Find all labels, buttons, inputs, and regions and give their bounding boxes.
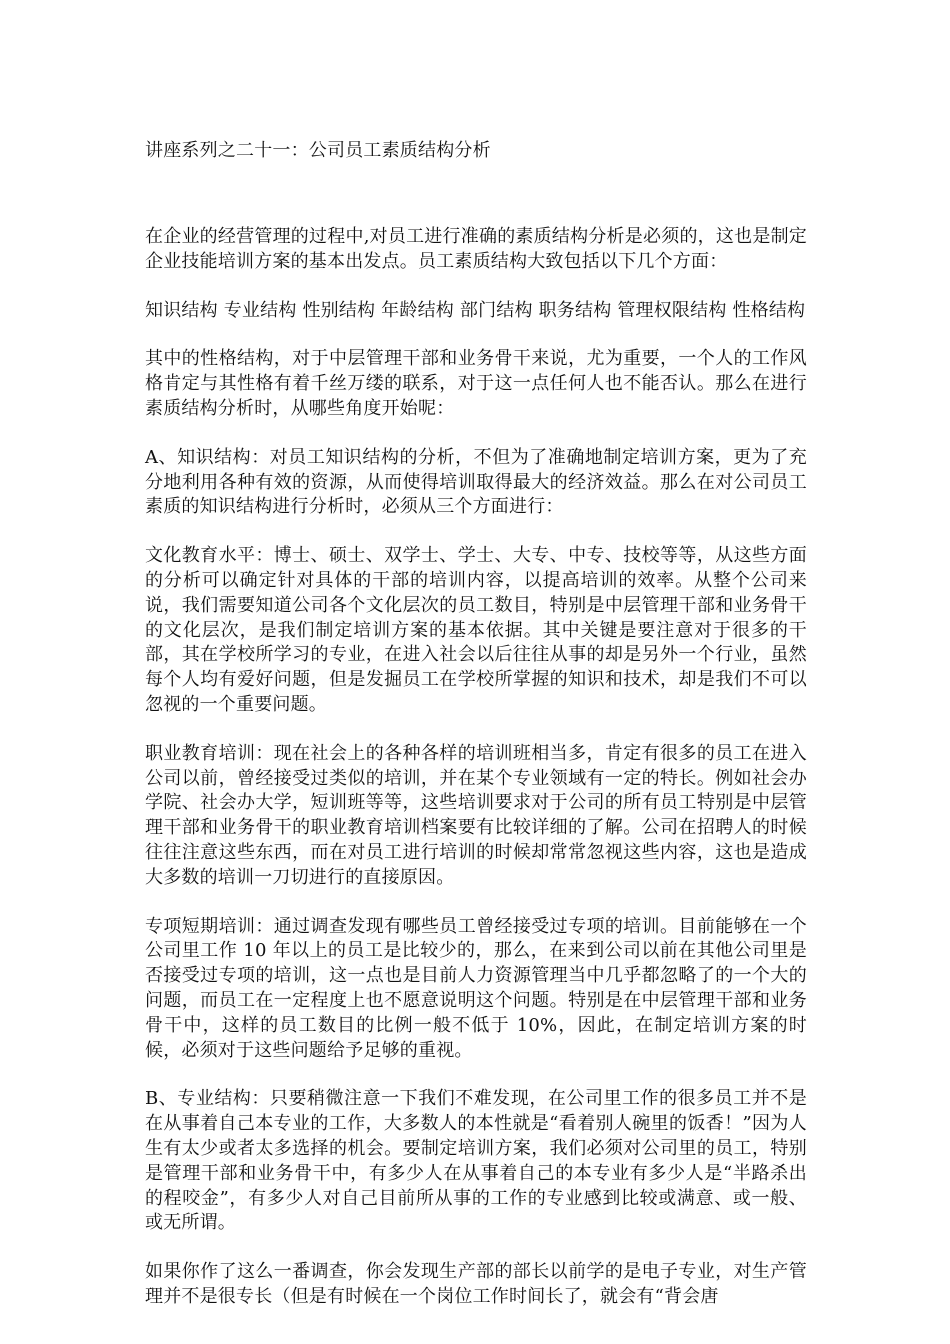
paragraph-personality: 其中的性格结构，对于中层管理干部和业务骨干来说，尤为重要，一个人的工作风格肯定与其性格有着千丝万缕的联系，对于这一点任何人也不能否认。那么在进行素质结构分析时，从哪些角度开始呢： bbox=[145, 348, 807, 419]
paragraph-survey: 如果你作了这么一番调查，你会发现生产部的部长以前学的是电子专业，对生产管理并不是很专长（但是有时候在一个岗位工作时间长了，就会有“背会唐 bbox=[145, 1261, 807, 1307]
paragraph-knowledge-structure: A、知识结构：对员工知识结构的分析，不但为了准确地制定培训方案，更为了充分地利用各种有效的资源，从而使得培训取得最大的经济效益。那么在对公司员工素质的知识结构进行分析时，必须从三个方面进行： bbox=[145, 446, 807, 518]
paragraph-education-level: 文化教育水平：博士、硕士、双学士、学士、大专、中专、技校等等，从这些方面的分析可以确定针对具体的干部的培训内容，以提高培训的效率。从整个公司来说，我们需要知道公司各个文化层次的员工数目，特别是中层管理干部和业务骨干的文化层次，是我们制定培训方案的基本依据。其中关键是要注意对于很多的干部，其在学校所学习的专业，在进入社会以后往往从事的却是另外一个行业，虽然每个人均有爱好问题，但是发掘员工在学校所掌握的知识和技术，却是我们不可以忽视的一个重要问题。 bbox=[145, 545, 807, 715]
paragraph-structure-list: 知识结构 专业结构 性别结构 年龄结构 部门结构 职务结构 管理权限结构 性格结构 bbox=[145, 299, 806, 321]
document-body bbox=[145, 225, 807, 1334]
paragraph-short-term-training: 专项短期培训：通过调查发现有哪些员工曾经接受过专项的培训。目前能够在一个公司里工作 10 年以上的员工是比较少的，那么，在来到公司以前在其他公司里是否接受过专项的培训，这一点也是目前人力资源管理当中几乎都忽略了的一个大的问题，而员工在一定程度上也不愿意说明这个问题。特别是在中层管理干部和业务骨干中，这样的员工数目的比例一般不低于 10%，因此，在制定培训方案的时候，必须对于这些问题给予足够的重视。 bbox=[145, 915, 807, 1061]
document-title: 讲座系列之二十一：公司员工素质结构分析 bbox=[145, 140, 491, 161]
paragraph-vocational-training: 职业教育培训：现在社会上的各种各样的培训班相当多，肯定有很多的员工在进入公司以前，曾经接受过类似的培训，并在某个专业领域有一定的特长。例如社会办学院、社会办大学，短训班等等，这些培训要求对于公司的所有员工特别是中层管理干部和业务骨干的职业教育培训档案要有比较详细的了解。公司在招聘人的时候往往注意这些东西，而在对员工进行培训的时候却常常忽视这些内容，这也是造成大多数的培训一刀切进行的直接原因。 bbox=[145, 742, 807, 888]
paragraph-professional-structure: B、专业结构：只要稍微注意一下我们不难发现，在公司里工作的很多员工并不是在从事着自己本专业的工作，大多数人的本性就是“看着别人碗里的饭香！”因为人生有太少或者太多选择的机会。要制定培训方案，我们必须对公司里的员工，特别是管理干部和业务骨干中，有多少人在从事着自己的本专业有多少人是“半路杀出的程咬金”，有多少人对自己目前所从事的工作的专业感到比较或满意、或一般、或无所谓。 bbox=[145, 1088, 807, 1234]
paragraph-intro: 在企业的经营管理的过程中,对员工进行准确的素质结构分析是必须的，这也是制定企业技能培训方案的基本出发点。员工素质结构大致包括以下几个方面： bbox=[145, 226, 807, 272]
